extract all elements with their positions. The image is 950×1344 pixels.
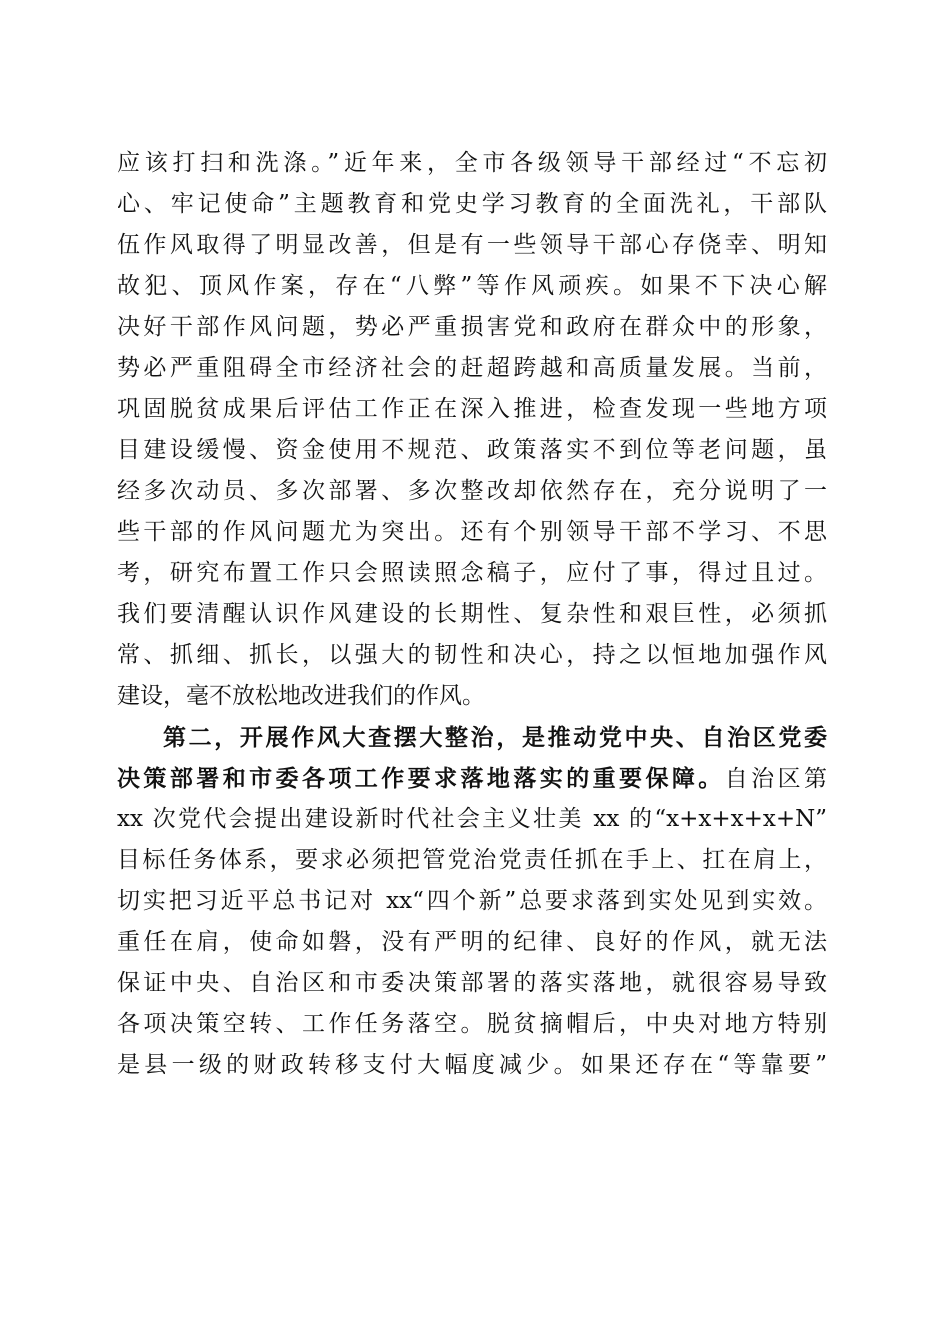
text-line: 伍作风取得了明显改善，但是有一些领导干部心存侥幸、明知 [117,232,827,258]
text-line: xx 次党代会提出建设新时代社会主义壮美 xx 的“x+x+x+x+N” [117,806,827,832]
text-line: 应该打扫和洗涤。”近年来，全市各级领导干部经过“不忘初 [117,150,827,176]
text-line: 切实把习近平总书记对 xx“四个新”总要求落到实处见到实效。 [117,888,827,914]
text-line: 目建设缓慢、资金使用不规范、政策落实不到位等老问题，虽 [117,437,827,463]
section-heading-line-mixed [117,758,827,799]
body-text [117,143,827,1086]
text-line: 建设，毫不放松地改进我们的作风。 [117,683,485,709]
text-line: 保证中央、自治区和市委决策部署的落实落地，就很容易导致 [117,970,827,996]
text-line: 些干部的作风问题尤为突出。还有个别领导干部不学习、不思 [117,519,827,545]
text-line: 考，研究布置工作只会照读照念稿子，应付了事，得过且过。 [117,560,827,586]
text-line: 经多次动员、多次部署、多次整改却依然存在，充分说明了一 [117,478,827,504]
text-line: 是县一级的财政转移支付大幅度减少。如果还存在“等靠要” [117,1052,827,1078]
text-line: 巩固脱贫成果后评估工作正在深入推进，检查发现一些地方项 [117,396,827,422]
text-line: 势必严重阻碍全市经济社会的赶超跨越和高质量发展。当前， [117,355,827,381]
text-line: 故犯、顶风作案，存在“八弊”等作风顽疾。如果不下决心解 [117,273,827,299]
text-line: 心、牢记使命”主题教育和党史学习教育的全面洗礼，干部队 [117,191,827,217]
text-line: 各项决策空转、工作任务落空。脱贫摘帽后，中央对地方特别 [117,1011,827,1037]
text-line: 我们要清醒认识作风建设的长期性、复杂性和艰巨性，必须抓 [117,601,827,627]
section-heading-line: 第二，开展作风大查摆大整治，是推动党中央、自治区党委 [163,724,827,751]
section-heading-bold-text: 决策部署和市委各项工作要求落地落实的重要保障。 [117,765,725,792]
section-body-text: 自治区第 [724,766,828,792]
text-line: 决好干部作风问题，势必严重损害党和政府在群众中的形象， [117,314,827,340]
text-line: 重任在肩，使命如磐，没有严明的纪律、良好的作风，就无法 [117,929,827,955]
text-line: 目标任务体系，要求必须把管党治党责任抓在手上、扛在肩上， [117,847,827,873]
text-line: 常、抓细、抓长，以强大的韧性和决心，持之以恒地加强作风 [117,642,827,668]
